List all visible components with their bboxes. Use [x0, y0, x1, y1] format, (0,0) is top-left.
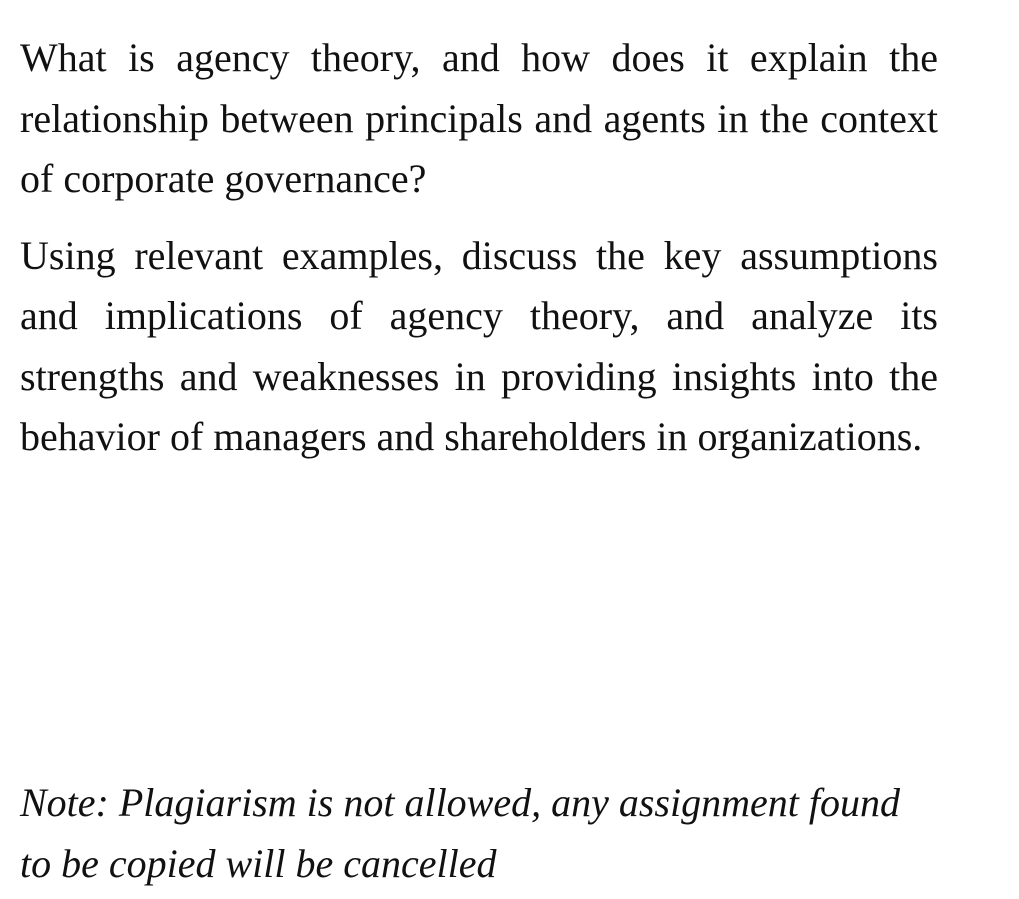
- question-paragraph: What is agency theory, and how does it explain the relationship between principals and agents in the context of corporate governance?: [20, 35, 938, 201]
- plagiarism-note: Note: Plagiarism is not allowed, any assignment found to be copied will be cancelled: [20, 780, 900, 886]
- assignment-question: [20, 28, 938, 468]
- instructions-paragraph: Using relevant examples, discuss the key assumptions and implications of agency theory, and analyze its strengths and weaknesses in providing insights into the behavior of managers and shareholders in organizations.: [20, 232, 938, 459]
